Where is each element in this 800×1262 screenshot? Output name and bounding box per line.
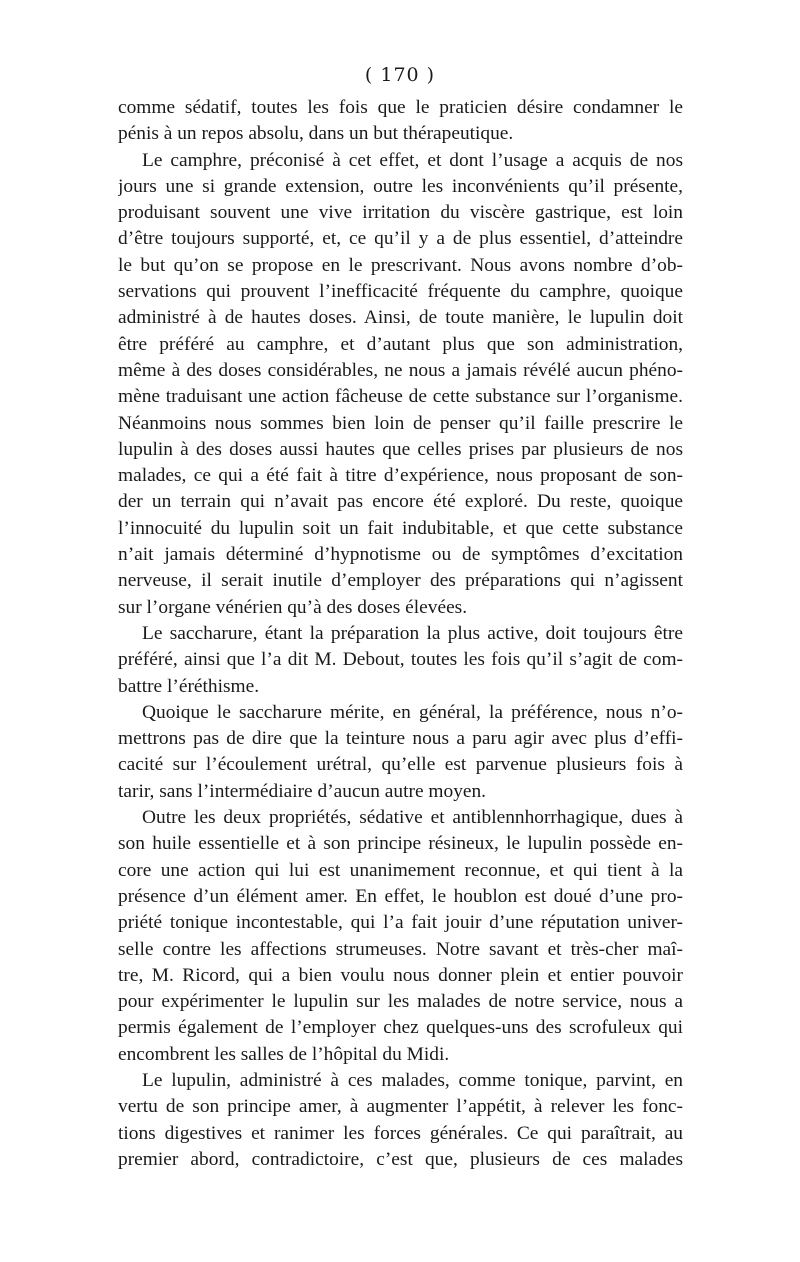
text-line: préféré, ainsi que l’a dit M. Debout, toutes les fois qu’il s’agit de com- bbox=[118, 649, 683, 671]
text-line: tre, M. Ricord, qui a bien voulu nous donner plein et entier pouvoir bbox=[118, 964, 683, 986]
text-line: Le lupulin, administré à ces malades, comme tonique, parvint, en bbox=[142, 1069, 683, 1091]
text-line: administré à de hautes doses. Ainsi, de toute manière, le lupulin doit bbox=[118, 307, 683, 329]
text-line: Néanmoins nous sommes bien loin de penser qu’il faille prescrire le bbox=[118, 412, 683, 434]
text-line: jours une si grande extension, outre les inconvénients qu’il présente, bbox=[118, 175, 683, 197]
text-line: sur l’organe vénérien qu’à des doses élevées. bbox=[118, 596, 468, 618]
text-line: être préféré au camphre, et d’autant plus que son administration, bbox=[118, 333, 683, 355]
text-line: pénis à un repos absolu, dans un but thérapeutique. bbox=[118, 123, 514, 145]
text-line: même à des doses considérables, ne nous a jamais révélé aucun phéno- bbox=[118, 359, 683, 381]
text-line: tarir, sans l’intermédiaire d’aucun autre moyen. bbox=[118, 780, 487, 802]
text-line: Le saccharure, étant la préparation la plus active, doit toujours être bbox=[142, 622, 683, 644]
text-line: permis également de l’employer chez quelques-uns des scrofuleux qui bbox=[118, 1017, 683, 1039]
text-line: présence d’un élément amer. En effet, le houblon est doué d’une pro- bbox=[118, 885, 683, 907]
text-line: l’innocuité du lupulin soit un fait indubitable, et que cette substance bbox=[118, 517, 683, 539]
text-line: d’être toujours supporté, et, ce qu’il y a de plus essentiel, d’atteindre bbox=[118, 228, 683, 250]
text-line: son huile essentielle et à son principe résineux, le lupulin possède en- bbox=[118, 833, 683, 855]
text-line: lupulin à des doses aussi hautes que celles prises par plusieurs de nos bbox=[118, 438, 683, 460]
text-line: le but qu’on se propose en le prescrivant. Nous avons nombre d’ob- bbox=[118, 254, 683, 276]
text-line: battre l’éréthisme. bbox=[118, 675, 260, 697]
text-line: vertu de son principe amer, à augmenter l’appétit, à relever les fonc- bbox=[118, 1096, 683, 1118]
text-line: n’ait jamais déterminé d’hypnotisme ou de symptômes d’excitation bbox=[118, 544, 683, 566]
text-line: selle contre les affections strumeuses. Notre savant et très-cher maî- bbox=[118, 938, 683, 960]
text-line: tions digestives et ranimer les forces générales. Ce qui paraîtrait, au bbox=[118, 1122, 683, 1144]
text-line: Le camphre, préconisé à cet effet, et dont l’usage a acquis de nos bbox=[142, 149, 683, 171]
text-line: comme sédatif, toutes les fois que le praticien désire condamner le bbox=[118, 97, 683, 118]
text-line: malades, ce qui a été fait à titre d’expérience, nous proposant de son- bbox=[118, 465, 683, 487]
page-number: ( 170 ) bbox=[364, 64, 436, 86]
text-line: pour expérimenter le lupulin sur les malades de notre service, nous a bbox=[118, 991, 683, 1013]
text-line: priété tonique incontestable, qui l’a fait jouir d’une réputation univer- bbox=[118, 912, 683, 934]
text-line: encombrent les salles de l’hôpital du Midi. bbox=[118, 1043, 450, 1065]
text-line: servations qui prouvent l’inefficacité fréquente du camphre, quoique bbox=[118, 281, 683, 303]
text-line: premier abord, contradictoire, c’est que, plusieurs de ces malades bbox=[118, 1148, 683, 1170]
text-line: Outre les deux propriétés, sédative et antiblennhorrhagique, dues à bbox=[142, 807, 683, 829]
text-line: der un terrain qui n’avait pas encore été exploré. Du reste, quoique bbox=[118, 491, 683, 513]
text-line: mettrons pas de dire que la teinture nous a paru agir avec plus d’effi- bbox=[118, 728, 683, 750]
text-line: mène traduisant une action fâcheuse de cette substance sur l’organisme. bbox=[118, 386, 683, 408]
text-line: Quoique le saccharure mérite, en général, la préférence, nous n’o- bbox=[142, 701, 683, 723]
text-line: produisant souvent une vive irritation du viscère gastrique, est loin bbox=[118, 202, 683, 224]
text-line: core une action qui lui est unanimement reconnue, et qui tient à la bbox=[118, 859, 683, 881]
text-line: cacité sur l’écoulement urétral, qu’elle est parvenue plusieurs fois à bbox=[118, 754, 683, 776]
body-text bbox=[118, 95, 683, 1173]
text-line: nerveuse, il serait inutile d’employer des préparations qui n’agissent bbox=[118, 570, 683, 592]
